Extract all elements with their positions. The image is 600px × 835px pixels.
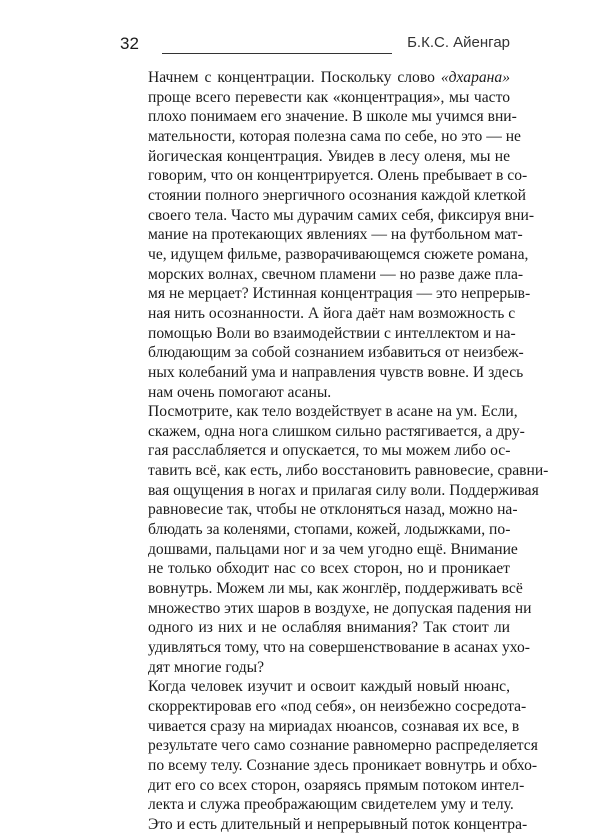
text-line: чивается сразу на мириадах нюансов, сознавая их все, в [148,717,520,735]
text-line: Посмотрите, как тело воздействует в асане на ум. Если, [148,403,518,421]
text-line: че, идущем фильме, разворачивающемся сюжете романа, [148,245,529,263]
text-line: вая ощущения в ногах и прилагая силу воли. Поддерживая [148,481,539,499]
running-author: Б.К.С. Айенгар [407,34,510,51]
text-line: йогическая концентрация. Увидев в лесу оленя, мы не [148,147,510,165]
text-line: мательности, которая полезна сама по себе, но это — не [148,127,521,145]
text-line: тавить всё, как есть, либо восстановить равновесие, сравни- [148,462,549,480]
running-header [120,30,510,54]
text-line: проще всего перевести как «концентрация», мы часто [148,88,510,106]
text-line: дошвами, пальцами ног и за чем угодно ещё. Внимание [148,540,518,558]
text-line: дят многие годы? [148,658,265,676]
text-line: результате чего само сознание равномерно распределяется [148,737,538,755]
text-line: нам очень помогают асаны. [148,383,332,401]
text-line: ная нить осознанности. А йога даёт нам возможность с [148,304,516,322]
paragraph [118,68,535,402]
text-line: мание на протекающих явлениях — на футбольном мат- [148,226,523,244]
page-number: 32 [120,34,139,53]
text-line: одного из них и не ослабляя внимания? Так стоит ли [148,619,510,637]
text-line: мя не мерцает? Истинная концентрация — это непрерыв- [148,285,531,303]
header-rule [162,53,392,54]
text-line: морских волнах, свечном пламени — но разве даже пла- [148,265,524,283]
text-line: вовнутрь. Можем ли мы, как жонглёр, поддерживать всё [148,580,523,598]
text-line: говорим, что он концентрируется. Олень пребывает в со- [148,167,528,185]
text-line: лекта и служа преображающим свидетелем уму и телу. [148,796,514,814]
text-line: не только обходит нас со всех сторон, но и проникает [148,560,510,578]
text-line: Это и есть длительный и непрерывный поток концентра- [148,815,528,833]
text-line: по всему телу. Сознание здесь проникает вовнутрь и обхо- [148,756,538,774]
text-line: скажем, одна нога слишком сильно растягивается, а дру- [148,422,525,440]
text-line: блюдать за коленями, стопами, кожей, лодыжками, по- [148,521,511,539]
body-text [118,68,549,835]
text-line: множество этих шаров в воздухе, не допуская падения ни [148,599,532,617]
text-line: помощью Воли во взаимодействии с интеллектом и на- [148,324,516,342]
text-line: гая расслабляется и опускается, то мы можем либо ос- [148,442,511,460]
text-line: дит его со всех сторон, озаряясь прямым потоком интел- [148,776,525,794]
paragraph [118,402,549,677]
text-line: Начнем с концентрации. Поскольку слово «дхарана» [148,69,510,86]
paragraph [118,677,538,834]
text-line: своего тела. Часто мы дурачим самих себя, фиксируя вни- [148,206,535,224]
text-line: ных колебаний ума и направления чувств вовне. И здесь [148,363,524,381]
text-line: блюдающим за собой сознанием избавиться от неизбеж- [148,344,524,362]
text-line: Когда человек изучит и освоит каждый новый нюанс, [148,678,510,696]
text-line: равновесие так, чтобы не отклоняться назад, можно на- [148,501,518,519]
text-line: удивляться тому, что на совершенствование в асанах ухо- [148,639,530,657]
text-line: плохо понимаем его значение. В школе мы учимся вни- [148,108,517,126]
text-line: скорректировав его «под себя», он неизбежно сосредота- [148,698,527,715]
text-line: стоянии полного энергичного осознания каждой клеткой [148,186,527,204]
